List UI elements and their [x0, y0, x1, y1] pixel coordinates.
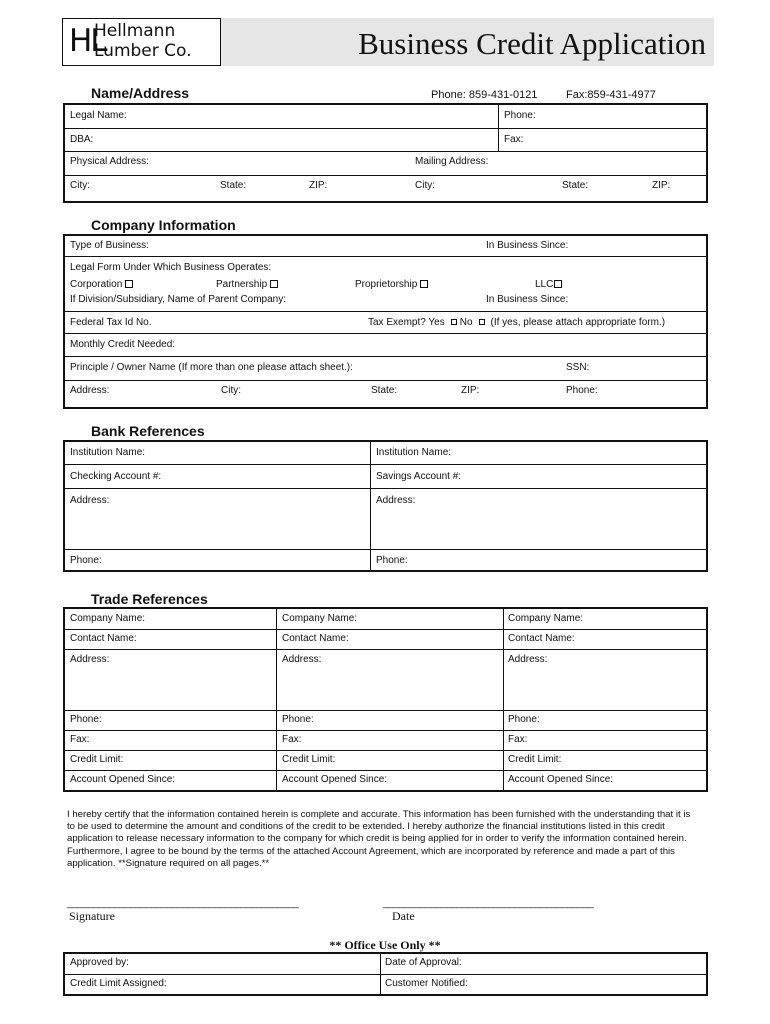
row-divider [65, 649, 706, 650]
savings-account-field[interactable]: Savings Account #: [376, 471, 462, 482]
row-divider [65, 629, 706, 630]
trade2-address-field[interactable]: Address: [282, 654, 322, 665]
credit-limit-assigned-field[interactable]: Credit Limit Assigned: [70, 978, 167, 989]
tax-exempt-no-checkbox[interactable] [479, 319, 485, 325]
bank2-phone-field[interactable]: Phone: [376, 555, 408, 566]
row-divider [65, 311, 706, 312]
city-field[interactable]: City: [70, 180, 90, 191]
llc-option[interactable] [535, 279, 562, 291]
trade1-contact-field[interactable]: Contact Name: [70, 633, 137, 644]
company-logo [62, 18, 221, 66]
fax-field[interactable]: Fax: [504, 134, 524, 145]
in-business-since-field[interactable]: In Business Since: [486, 240, 569, 251]
parent-in-business-since-field[interactable]: In Business Since: [486, 294, 569, 305]
trade1-address-field[interactable]: Address: [70, 654, 110, 665]
trade2-opened-field[interactable]: Account Opened Since: [282, 774, 388, 785]
tax-exempt-group [368, 317, 665, 329]
trade2-company-field[interactable]: Company Name: [282, 613, 358, 624]
row-divider [65, 488, 706, 489]
title-band [221, 18, 714, 66]
column-divider [503, 609, 504, 790]
trade3-opened-field[interactable]: Account Opened Since: [508, 774, 614, 785]
partnership-checkbox[interactable] [270, 280, 278, 288]
row-divider [65, 549, 706, 550]
monthly-credit-field[interactable]: Monthly Credit Needed: [70, 339, 176, 350]
corporation-label: Corporation [70, 279, 123, 290]
mailing-address-field[interactable]: Mailing Address: [415, 156, 489, 167]
trade2-phone-field[interactable]: Phone: [282, 714, 314, 725]
zip-field[interactable]: ZIP: [309, 180, 328, 191]
logo-mark: HL [69, 23, 106, 59]
phone-field[interactable]: Phone: [504, 110, 536, 121]
ssn-field[interactable]: SSN: [566, 362, 590, 373]
partnership-label: Partnership [216, 279, 268, 290]
trade1-opened-field[interactable]: Account Opened Since: [70, 774, 176, 785]
row-divider [65, 974, 706, 975]
trade2-contact-field[interactable]: Contact Name: [282, 633, 349, 644]
tax-exempt-no-label: No [459, 317, 473, 328]
bank2-address-field[interactable]: Address: [376, 495, 416, 506]
name-address-table [63, 103, 708, 203]
approved-by-field[interactable]: Approved by: [70, 957, 129, 968]
row-divider [65, 750, 706, 751]
trade3-credit-limit-field[interactable]: Credit Limit: [508, 754, 562, 765]
row-divider [65, 333, 706, 334]
trade-references-table [63, 607, 708, 792]
proprietorship-option[interactable] [355, 279, 428, 291]
trade1-fax-field[interactable]: Fax: [70, 734, 90, 745]
customer-notified-field[interactable]: Customer Notified: [385, 978, 468, 989]
legal-form-label: Legal Form Under Which Business Operates: [70, 262, 272, 273]
row-divider [65, 128, 706, 129]
corporation-checkbox[interactable] [125, 280, 133, 288]
column-divider [370, 442, 371, 570]
trade1-company-field[interactable]: Company Name: [70, 613, 146, 624]
owner-address-field[interactable]: Address: [70, 385, 110, 396]
office-use-table [63, 952, 708, 996]
owner-zip-field[interactable]: ZIP: [461, 385, 480, 396]
signature-label: Signature [69, 909, 115, 923]
proprietorship-checkbox[interactable] [420, 280, 428, 288]
section-title-bank: Bank References [91, 423, 205, 439]
row-divider [65, 710, 706, 711]
section-title-company: Company Information [91, 217, 236, 233]
trade1-phone-field[interactable]: Phone: [70, 714, 102, 725]
office-use-title: ** Office Use Only ** [329, 938, 441, 952]
row-divider [65, 380, 706, 381]
section-title-trade: Trade References [91, 591, 208, 607]
proprietorship-label: Proprietorship [355, 279, 418, 290]
bank1-address-field[interactable]: Address: [70, 495, 110, 506]
column-divider [380, 954, 381, 994]
column-divider [276, 609, 277, 790]
company-fax: Fax:859-431-4977 [566, 89, 656, 101]
row-divider [65, 770, 706, 771]
federal-tax-id-field[interactable]: Federal Tax Id No. [70, 317, 152, 328]
trade1-credit-limit-field[interactable]: Credit Limit: [70, 754, 124, 765]
principle-owner-field[interactable]: Principle / Owner Name (If more than one please attach sheet.): [70, 362, 353, 373]
llc-label: LLC [535, 279, 554, 290]
mailing-city-field[interactable]: City: [415, 180, 435, 191]
certification-text: I hereby certify that the information contained herein is complete and accurate. This information has been furnished with the understanding that it is to be used to determine the amount and conditions of the credit to be extended. I hereby authorize the financial institutions listed in this credit application to release necessary information to the company for which credit is being applied for in order to verify the information contained herein. Furthermore, I agree to be bound by the terms of the attached Account Agreement, which are incorporated by reference and made a part of this application. **Signature required on all pages.** [67, 809, 691, 869]
row-divider [65, 356, 706, 357]
page-title: Business Credit Application [358, 26, 706, 61]
type-of-business-field[interactable]: Type of Business: [70, 240, 149, 251]
trade2-credit-limit-field[interactable]: Credit Limit: [282, 754, 336, 765]
state-field[interactable]: State: [220, 180, 247, 191]
dba-field[interactable]: DBA: [70, 134, 94, 145]
row-divider [65, 175, 706, 176]
owner-city-field[interactable]: City: [221, 385, 241, 396]
bank1-phone-field[interactable]: Phone: [70, 555, 102, 566]
date-of-approval-field[interactable]: Date of Approval: [385, 957, 462, 968]
tax-exempt-yes-checkbox[interactable] [451, 319, 457, 325]
owner-state-field[interactable]: State: [371, 385, 398, 396]
date-line[interactable]: ________________________________________ [383, 898, 594, 909]
partnership-option[interactable] [216, 279, 278, 291]
row-divider [65, 256, 706, 257]
signature-line[interactable]: ____________________________________________ [67, 898, 299, 909]
company-phone: Phone: 859-431-0121 [431, 89, 538, 101]
legal-name-field[interactable]: Legal Name: [70, 110, 127, 121]
trade3-phone-field[interactable]: Phone: [508, 714, 540, 725]
row-divider [65, 464, 706, 465]
mailing-state-field[interactable]: State: [562, 180, 589, 191]
trade3-fax-field[interactable]: Fax: [508, 734, 528, 745]
row-divider [65, 151, 706, 152]
trade3-address-field[interactable]: Address: [508, 654, 548, 665]
checking-account-field[interactable]: Checking Account #: [70, 471, 162, 482]
parent-company-field[interactable]: If Division/Subsidiary, Name of Parent Company: [70, 294, 287, 305]
bank2-institution-field[interactable]: Institution Name: [376, 447, 452, 458]
column-divider [498, 105, 499, 151]
trade3-contact-field[interactable]: Contact Name: [508, 633, 575, 644]
section-title-name-address: Name/Address [91, 85, 190, 101]
tax-exempt-label: Tax Exempt? Yes [368, 317, 445, 328]
trade2-fax-field[interactable]: Fax: [282, 734, 302, 745]
trade3-company-field[interactable]: Company Name: [508, 613, 584, 624]
logo-line1: Hellmann [94, 21, 176, 41]
tax-exempt-note: (If yes, please attach appropriate form.) [490, 317, 666, 328]
owner-phone-field[interactable]: Phone: [566, 385, 598, 396]
row-divider [65, 730, 706, 731]
physical-address-field[interactable]: Physical Address: [70, 156, 149, 167]
date-label: Date [392, 909, 415, 923]
llc-checkbox[interactable] [554, 280, 562, 288]
company-info-table [63, 234, 708, 409]
logo-line2: Lumber Co. [94, 41, 192, 61]
corporation-option[interactable] [70, 279, 133, 291]
bank1-institution-field[interactable]: Institution Name: [70, 447, 146, 458]
mailing-zip-field[interactable]: ZIP: [652, 180, 671, 191]
bank-references-table [63, 440, 708, 572]
